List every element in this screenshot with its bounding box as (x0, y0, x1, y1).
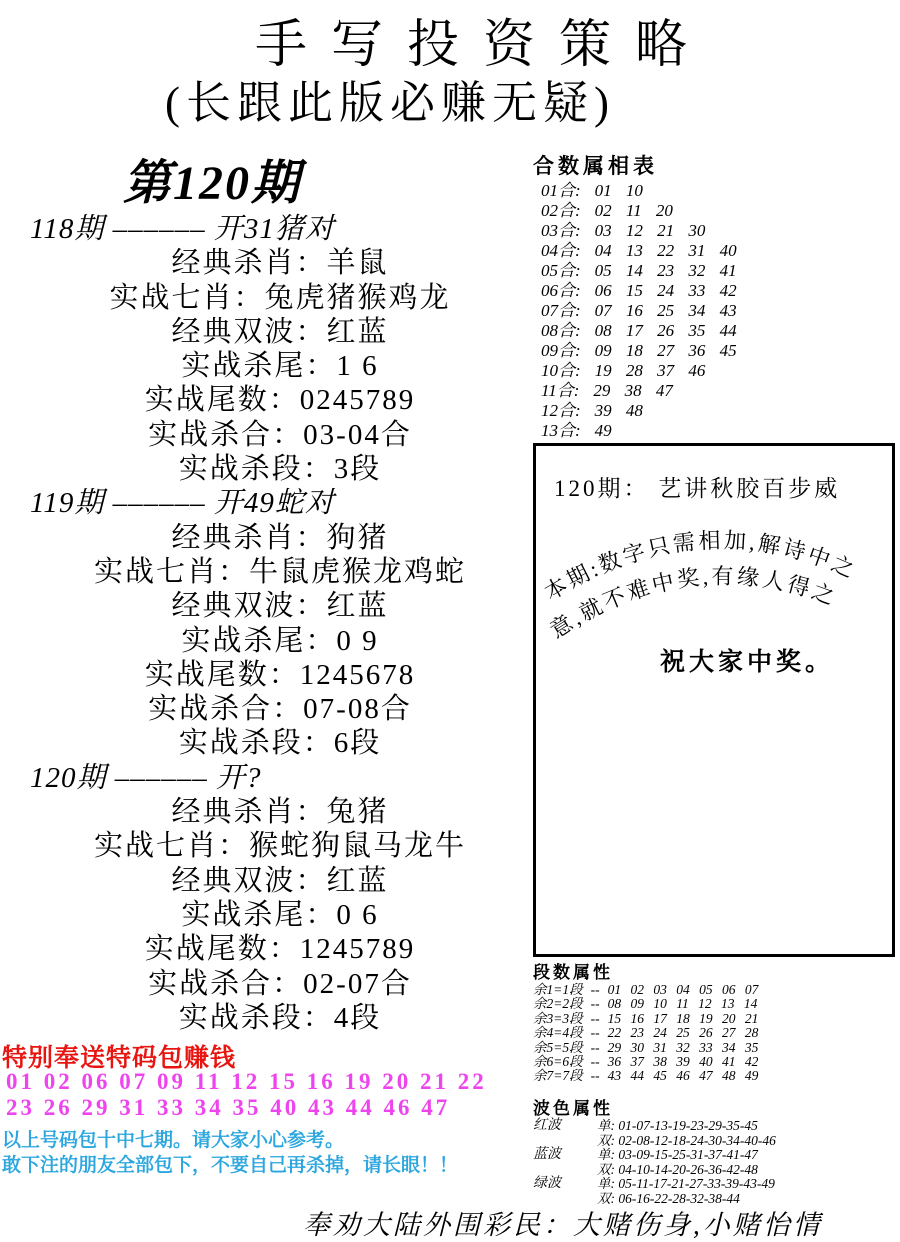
period-line: 经典双波：红蓝 (171, 315, 389, 348)
promo-note-line2: 敢下注的朋友全部包下，不要自己再杀掉，请长眼！！ (2, 1154, 459, 1176)
blessing-text: 祝大家中奖。 (660, 649, 835, 676)
table-row (533, 1055, 900, 1069)
table-row (533, 241, 900, 261)
arched-riddle-text (536, 446, 892, 746)
row-numbers: 19 28 37 46 (594, 361, 706, 380)
arc-text-line1: 本期:数字只需相加,解诗中之 (539, 527, 861, 606)
period-line: 经典杀肖：兔猪 (171, 796, 389, 829)
period-line: 实战七肖：牛鼠虎猴龙鸡蛇 (93, 555, 466, 588)
period-block-118 (0, 212, 560, 486)
table-row (533, 381, 900, 401)
period-line: 实战七肖：猴蛇狗鼠马龙牛 (93, 830, 466, 863)
table-row (533, 301, 900, 321)
period-line: 经典杀肖：羊鼠 (171, 247, 389, 280)
table-row (533, 261, 900, 281)
segment-table (533, 958, 900, 1084)
table-row (533, 361, 900, 381)
row-numbers: 08 17 26 35 44 (594, 321, 737, 340)
row-separator: -- (590, 1025, 600, 1041)
row-numbers: 05 14 23 32 41 (594, 261, 737, 280)
row-numbers: 15 16 17 18 19 20 21 (607, 1010, 759, 1026)
row-numbers: 09 18 27 36 45 (594, 341, 737, 360)
period-line: 实战尾数：1245789 (144, 933, 416, 966)
row-separator: -- (590, 982, 600, 997)
even-numbers: 双: 06-16-22-28-32-38-44 (597, 1190, 740, 1206)
period-line: 实战杀尾：0 6 (181, 898, 379, 931)
row-label: 10合: (541, 361, 581, 380)
row-label: 06合: (541, 281, 581, 300)
table-row (533, 401, 900, 421)
row-label: 01合: (541, 181, 581, 200)
odd-numbers: 单: 03-09-15-25-31-37-41-47 (597, 1147, 758, 1163)
period-line: 实战杀段：4段 (178, 1001, 382, 1034)
table-row (533, 1026, 900, 1040)
period-line: 实战杀合：02-07合 (148, 967, 412, 1000)
row-separator: -- (590, 1053, 600, 1069)
row-numbers: 01 10 (594, 181, 643, 200)
footer-warning: 奉劝大陆外围彩民：大赌伤身,小赌怡情 (303, 1210, 823, 1240)
row-separator: -- (590, 1010, 600, 1026)
issue-heading: 第120期 (123, 157, 302, 210)
row-label: 余5=5段 (533, 1039, 583, 1055)
period-line: 实战尾数：0245789 (144, 384, 416, 417)
table-row (533, 1148, 900, 1177)
row-label: 09合: (541, 341, 581, 360)
period-heading-119: 119期 –––––– 开49蛇对 (30, 487, 335, 520)
table-row (533, 281, 900, 301)
row-label: 08合: (541, 321, 581, 340)
table-row (533, 983, 900, 997)
wave-label-green: 绿波 (533, 1176, 561, 1192)
riddle-heading: 120期： 艺讲秋胶百步威 (554, 476, 841, 501)
wave-label-blue: 蓝波 (533, 1147, 561, 1163)
period-line: 实战杀尾：1 6 (181, 350, 379, 383)
row-label: 余3=3段 (533, 1010, 583, 1026)
period-line: 经典杀肖：狗猪 (171, 521, 389, 554)
row-numbers: 03 12 21 30 (594, 221, 706, 240)
table-row (533, 1119, 900, 1148)
spacer (0, 1120, 545, 1129)
period-line: 实战杀合：03-04合 (148, 418, 412, 451)
row-label: 余4=4段 (533, 1025, 583, 1041)
row-label: 07合: (541, 301, 581, 320)
even-numbers: 双: 04-10-14-20-26-36-42-48 (597, 1161, 758, 1177)
row-label: 余1=1段 (533, 982, 583, 997)
row-numbers: 29 30 31 32 33 34 35 (607, 1039, 759, 1055)
row-numbers: 43 44 45 46 47 48 49 (607, 1068, 759, 1084)
period-line: 实战杀尾：0 9 (181, 624, 379, 657)
riddle-box (533, 443, 895, 957)
wave-color-table-title: 波色属性 (533, 1099, 613, 1118)
row-label: 余7=7段 (533, 1068, 583, 1084)
row-numbers: 06 15 24 33 42 (594, 281, 737, 300)
row-numbers: 22 23 24 25 26 27 28 (607, 1025, 759, 1041)
odd-numbers: 单: 05-11-17-21-27-33-39-43-49 (597, 1176, 775, 1192)
row-numbers: 04 13 22 31 40 (594, 241, 737, 260)
table-row (533, 341, 900, 361)
odd-numbers: 单: 01-07-13-19-23-29-35-45 (597, 1118, 758, 1133)
row-label: 13合: (541, 421, 581, 440)
row-label: 余2=2段 (533, 996, 583, 1012)
row-label: 03合: (541, 221, 581, 240)
row-numbers: 01 02 03 04 05 06 07 (607, 982, 759, 997)
row-numbers: 36 37 38 39 40 41 42 (607, 1053, 759, 1069)
row-numbers: 49 (594, 421, 612, 440)
wave-label-red: 红波 (533, 1118, 561, 1133)
promo-note-line1: 以上号码包十中七期。请大家小心参考。 (2, 1130, 345, 1151)
promo-headline: 特别奉送特码包赚钱 (2, 1045, 237, 1072)
period-line: 经典双波：红蓝 (171, 864, 389, 897)
table-row (533, 1012, 900, 1026)
row-numbers: 02 11 20 (594, 201, 673, 220)
table-row (533, 321, 900, 341)
arc-text-line2: 意,就不难中奖,有缘人得之 (545, 563, 841, 644)
page-title: 手写投资策略 (255, 17, 712, 74)
table-row (533, 1069, 900, 1083)
row-separator: -- (590, 1039, 600, 1055)
period-line: 实战杀段：3段 (178, 453, 382, 486)
promo-numbers-line2: 23 26 29 31 33 34 35 40 43 44 46 47 (6, 1094, 451, 1120)
row-label: 12合: (541, 401, 581, 420)
row-numbers: 07 16 25 34 43 (594, 301, 737, 320)
sum-zodiac-table-title: 合数属相表 (533, 154, 658, 178)
period-heading-120: 120期 –––––– 开? (30, 761, 262, 794)
page-subtitle: (长跟此版必赚无疑) (165, 78, 615, 128)
row-separator: -- (590, 996, 600, 1012)
period-line: 实战杀段：6段 (178, 727, 382, 760)
row-separator: -- (590, 1068, 600, 1084)
even-numbers: 双: 02-08-12-18-24-30-34-40-46 (597, 1132, 776, 1148)
table-row (533, 1041, 900, 1055)
row-numbers: 08 09 10 11 12 13 14 (607, 996, 758, 1012)
row-label: 02合: (541, 201, 581, 220)
row-numbers: 39 48 (594, 401, 643, 420)
period-line: 实战尾数：1245678 (144, 658, 416, 691)
period-block-120 (0, 761, 560, 1035)
row-label: 11合: (541, 381, 580, 400)
period-heading-118: 118期 –––––– 开31猪对 (30, 213, 335, 245)
table-row (533, 201, 900, 221)
period-tips-column (0, 212, 560, 1035)
special-numbers-promo (0, 1038, 545, 1178)
promo-numbers-line1: 01 02 06 07 09 11 12 15 16 19 20 21 22 (6, 1069, 487, 1094)
sum-zodiac-table (533, 150, 900, 441)
table-row (533, 221, 900, 241)
table-row (533, 421, 900, 441)
table-row (533, 181, 900, 201)
period-line: 实战七肖：兔虎猪猴鸡龙 (109, 281, 451, 314)
row-numbers: 29 38 47 (593, 381, 673, 400)
table-row (533, 997, 900, 1011)
row-label: 04合: (541, 241, 581, 260)
segment-table-title: 段数属性 (533, 963, 613, 982)
period-line: 经典双波：红蓝 (171, 590, 389, 623)
period-block-119 (0, 486, 560, 760)
wave-color-table (533, 1094, 900, 1207)
row-label: 05合: (541, 261, 581, 280)
row-label: 余6=6段 (533, 1053, 583, 1069)
period-line: 实战杀合：07-08合 (148, 693, 412, 726)
